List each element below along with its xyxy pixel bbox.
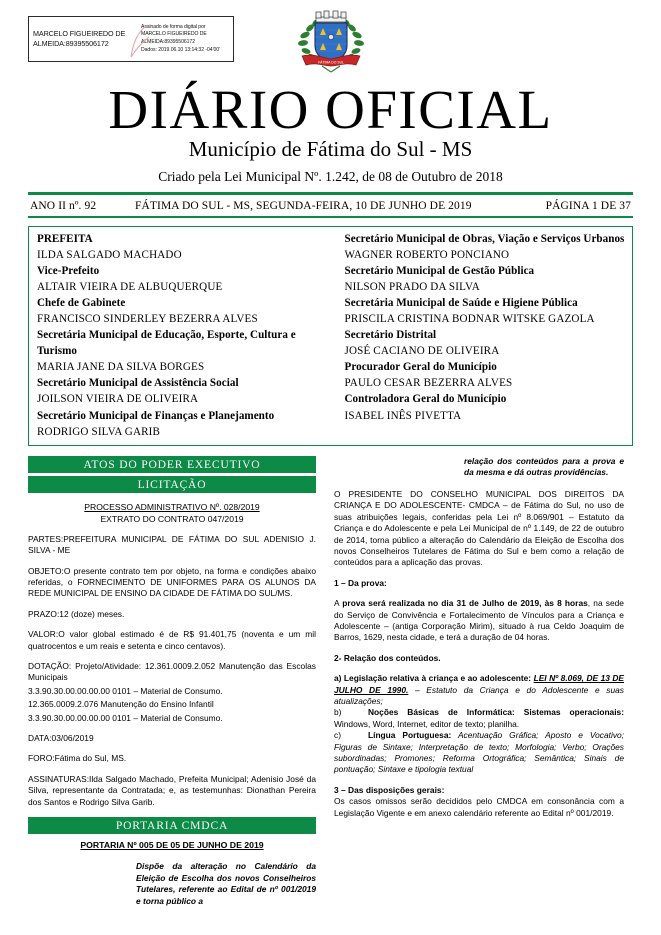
official-entry: [37, 327, 325, 375]
svg-text:FÁTIMA DO SUL: FÁTIMA DO SUL: [317, 60, 344, 65]
official-entry: [345, 359, 627, 391]
section-3-body: Os casos omissos serão decididos pelo CMDCA em consonância com a Legislação Vigente e em anexo calendário referente ao Edital nº 001/2019.: [334, 796, 624, 818]
edition-date: FÁTIMA DO SUL - MS, SEGUNDA-FEIRA, 10 DE JUNHO DE 2019: [135, 199, 472, 212]
official-role: Controladora Geral do Município: [344, 393, 507, 406]
masthead-subtitle: Município de Fátima do Sul - MS: [188, 137, 473, 161]
content-item-b-rest: Windows, Word, Internet, editor de texto; planilha.: [334, 718, 520, 729]
content-item-c-rest: Acentuação Gráfica; Aposto e Vocativo; Figuras de Sintaxe; Interpretação de texto; Morfologia; Verbo; Orações subordinadas; Promones; Reforma Ortográfica; Semântica; Sinais de pontuação; Sintaxe e tipologia textual: [334, 730, 625, 775]
content-item-a-rest: – Estatuto da Criança e do Adolescente e suas atualizações;: [334, 684, 624, 706]
paragraph-partes: PARTES:PREFEITURA MUNICIPAL DE FÁTIMA DO SUL ADENISIO J. SILVA - ME: [28, 533, 316, 556]
processo-subtitle: EXTRATO DO CONTRATO 047/2019: [100, 513, 244, 524]
official-entry: [345, 263, 627, 295]
official-entry: [37, 231, 325, 263]
official-entry: [37, 408, 325, 440]
section-1-highlight: prova será realizada no dia 31 de Julho de 2019, às 8 horas: [342, 598, 588, 609]
signature-detail-line2: MARCELO FIGUEIREDO DE: [141, 31, 207, 38]
digital-signature-box: [28, 16, 234, 62]
paragraph-valor: VALOR:O valor global estimado é de R$ 91.401,75 (noventa e um mil quatrocentos e um reais e setenta e cinco centavos).: [28, 629, 316, 651]
signature-name-line1: MARCELO FIGUEIREDO DE: [33, 29, 126, 38]
header-rule-bottom: [28, 216, 633, 218]
banner-licitacao: LICITAÇÃO: [28, 476, 316, 493]
portaria-ementa-continuation: relação dos conteúdos para a prova e da mesma e dá outras providências.: [464, 455, 624, 478]
official-name: ILDA SALGADO MACHADO: [37, 248, 182, 261]
section-3-title: 3 – Das disposições gerais:: [334, 784, 445, 795]
coat-of-arms-icon: [294, 6, 368, 74]
official-entry: [345, 391, 627, 423]
banner-portaria-cmdca: PORTARIA CMDCA: [28, 817, 316, 834]
content-item-b: [334, 707, 624, 730]
official-name: JOILSON VIEIRA DE OLIVEIRA: [37, 393, 199, 406]
official-entry: [37, 295, 325, 327]
edition-page-number: PÁGINA 1 DE 37: [545, 199, 631, 212]
paragraph-dotacao-line4: 3.3.90.30.00.00.00.00 0101 – Material de Consumo.: [28, 712, 223, 723]
page-title: DIÁRIO OFICIAL: [108, 79, 553, 140]
official-name: PAULO CESAR BEZERRA ALVES: [344, 377, 513, 390]
section-1-lead: A: [334, 598, 340, 609]
body-column-left: [28, 456, 326, 908]
officials-box: [28, 226, 633, 446]
paragraph-data: DATA:03/06/2019: [28, 733, 94, 743]
official-name: ISABEL INÊS PIVETTA: [344, 409, 462, 422]
official-entry: [345, 231, 627, 263]
section-1-body: [334, 598, 624, 644]
official-name: ALTAIR VIEIRA DE ALBUQUERQUE: [37, 280, 223, 293]
official-role: Secretário Municipal de Obras, Viação e Serviços Urbanos: [344, 232, 625, 245]
content-item-c-marker: c): [334, 730, 341, 741]
officials-column-left: [29, 231, 331, 440]
official-role: Secretário Distrital: [344, 329, 437, 342]
official-entry: [37, 375, 325, 407]
edition-bar: [28, 195, 633, 216]
officials-column-right: [331, 231, 633, 440]
content-item-a: [334, 673, 624, 707]
paragraph-prazo: PRAZO:12 (doze) meses.: [28, 608, 125, 619]
signature-detail-line1: Assinado de forma digital por: [141, 23, 206, 30]
processo-title: [28, 501, 316, 513]
processo-title-text: PROCESSO ADMINISTRATIVO Nº. 028/2019: [84, 501, 260, 512]
paragraph-dotacao-line1: DOTAÇÃO: Projeto/Atividade: 12.361.0009.2.052 Manutenção das Escolas Municipais: [28, 660, 316, 683]
official-name: WAGNER ROBERTO PONCIANO: [344, 248, 510, 261]
official-entry: [37, 263, 325, 295]
content-item-c: [334, 730, 624, 776]
signature-name-line2: ALMEIDA:89395506172: [33, 39, 109, 48]
paragraph-assinaturas: ASSINATURAS:Ilda Salgado Machado, Prefeita Municipal; Adenisio José da Silva, representante da Contratada; e, as testemunhas: Dionathan Pereira dos Santos e Rodrigo Silva Garib.: [28, 773, 316, 807]
edition-ano: ANO II nº. 92: [30, 199, 97, 212]
paragraph-dotacao-line3: 12.365.0009.2.076 Manutenção do Ensino Infantil: [28, 699, 214, 710]
content-item-c-label: Língua Portuguesa:: [368, 730, 452, 741]
page-header: [0, 0, 661, 78]
body-columns: [28, 456, 633, 908]
masthead: [0, 79, 661, 186]
portaria-ementa: Dispõe da alteração no Calendário da Eleição de Escolha dos novos Conselheiros Tutelares, referente ao Edital de nº 001/2019 e torna público a: [136, 861, 316, 906]
official-role: Secretário Municipal de Assistência Social: [37, 377, 239, 390]
section-1-rest: , na sede do Serviço de Convivência e Fortalecimento de Vínculos para a Criança e Adolescente – (antiga Corporação Mirim), situado à rua Celdo Joaquim de Barros, 1629, nesta cidade, e terá a duração de 04 horas.: [334, 598, 624, 643]
body-column-right: [326, 456, 624, 908]
official-role: Chefe de Gabinete: [37, 296, 126, 309]
banner-atos-poder-executivo: ATOS DO PODER EXECUTIVO: [28, 456, 316, 473]
content-item-a-law: LEI Nº 8.069, DE 13 DE JULHO DE 1990.: [334, 673, 625, 695]
official-name: NILSON PRADO DA SILVA: [344, 280, 480, 293]
official-name: JOSÉ CACIANO DE OLIVEIRA: [344, 345, 500, 358]
portaria-numero: PORTARIA Nº 005 DE 05 DE JUNHO DE 2019: [80, 840, 264, 851]
signature-details: [137, 24, 233, 54]
official-role: Secretária Municipal de Educação, Esporte, Cultura e Turismo: [37, 329, 296, 358]
paragraph-dotacao-line2: 3.3.90.30.00.00.00.00 0101 – Material de Consumo.: [28, 685, 223, 696]
section-1-title: 1 – Da prova:: [334, 577, 387, 588]
official-role: Secretária Municipal de Saúde e Higiene Pública: [344, 296, 578, 309]
official-role: Vice-Prefeito: [37, 264, 100, 277]
signature-detail-line4: Dados: 2019.06.10 13:14:32 -04'00': [141, 46, 220, 53]
official-name: PRISCILA CRISTINA BODNAR WITSKE GAZOLA: [344, 312, 595, 325]
official-role: PREFEITA: [37, 232, 93, 245]
paragraph-foro: FORO:Fátima do Sul, MS.: [28, 753, 127, 764]
official-name: MARIA JANE DA SILVA BORGES: [37, 361, 205, 374]
signature-name: [29, 29, 137, 49]
masthead-law-line: Criado pela Lei Municipal Nº. 1.242, de 08 de Outubro de 2018: [158, 169, 503, 184]
official-role: Secretário Municipal de Gestão Pública: [344, 264, 535, 277]
content-item-a-label: a) Legislação relativa à criança e ao adolescente:: [334, 673, 534, 684]
official-role: Secretário Municipal de Finanças e Planejamento: [37, 409, 275, 422]
official-entry: [345, 327, 627, 359]
section-2-title: 2- Relação dos conteúdos.: [334, 652, 441, 663]
official-name: RODRIGO SILVA GARIB: [37, 425, 161, 438]
signature-detail-line3: ALMEIDA:89395506172: [141, 39, 195, 45]
content-item-b-label: Noções Básicas de Informática: Sistemas operacionais:: [368, 707, 624, 718]
official-name: FRANCISCO SINDERLEY BEZERRA ALVES: [37, 312, 258, 325]
paragraph-objeto: OBJETO:O presente contrato tem por objeto, na forma e condições abaixo referidas, o FORNECIMENTO DE UNIFORMES PARA OS ALUNOS DA REDE MUNICIPAL DE ENSINO DA CIDADE DE FÁTIMA DO SUL/MS.: [28, 565, 316, 599]
official-role: Procurador Geral do Município: [344, 361, 497, 374]
content-item-b-marker: b): [334, 707, 342, 718]
official-entry: [345, 295, 627, 327]
paragraph-preamble: O PRESIDENTE DO CONSELHO MUNICIPAL DOS DIREITOS DA CRIANÇA E DO ADOLESCENTE- CMDCA – de Fátima do Sul, no uso de suas atribuições legais, conferidas pela Lei nº 8.069/901 – Estatuto da Criança e do Adolescente e pela Lei Municipal de nº 1.149, de 22 de outubro de 2014, torna público a alteração do Calendário da Eleição de Escolha dos novos Conselheiros Tutelares de Fátima do Sul e bem como a relação de conteúdos para a aplicação das provas.: [334, 488, 624, 568]
